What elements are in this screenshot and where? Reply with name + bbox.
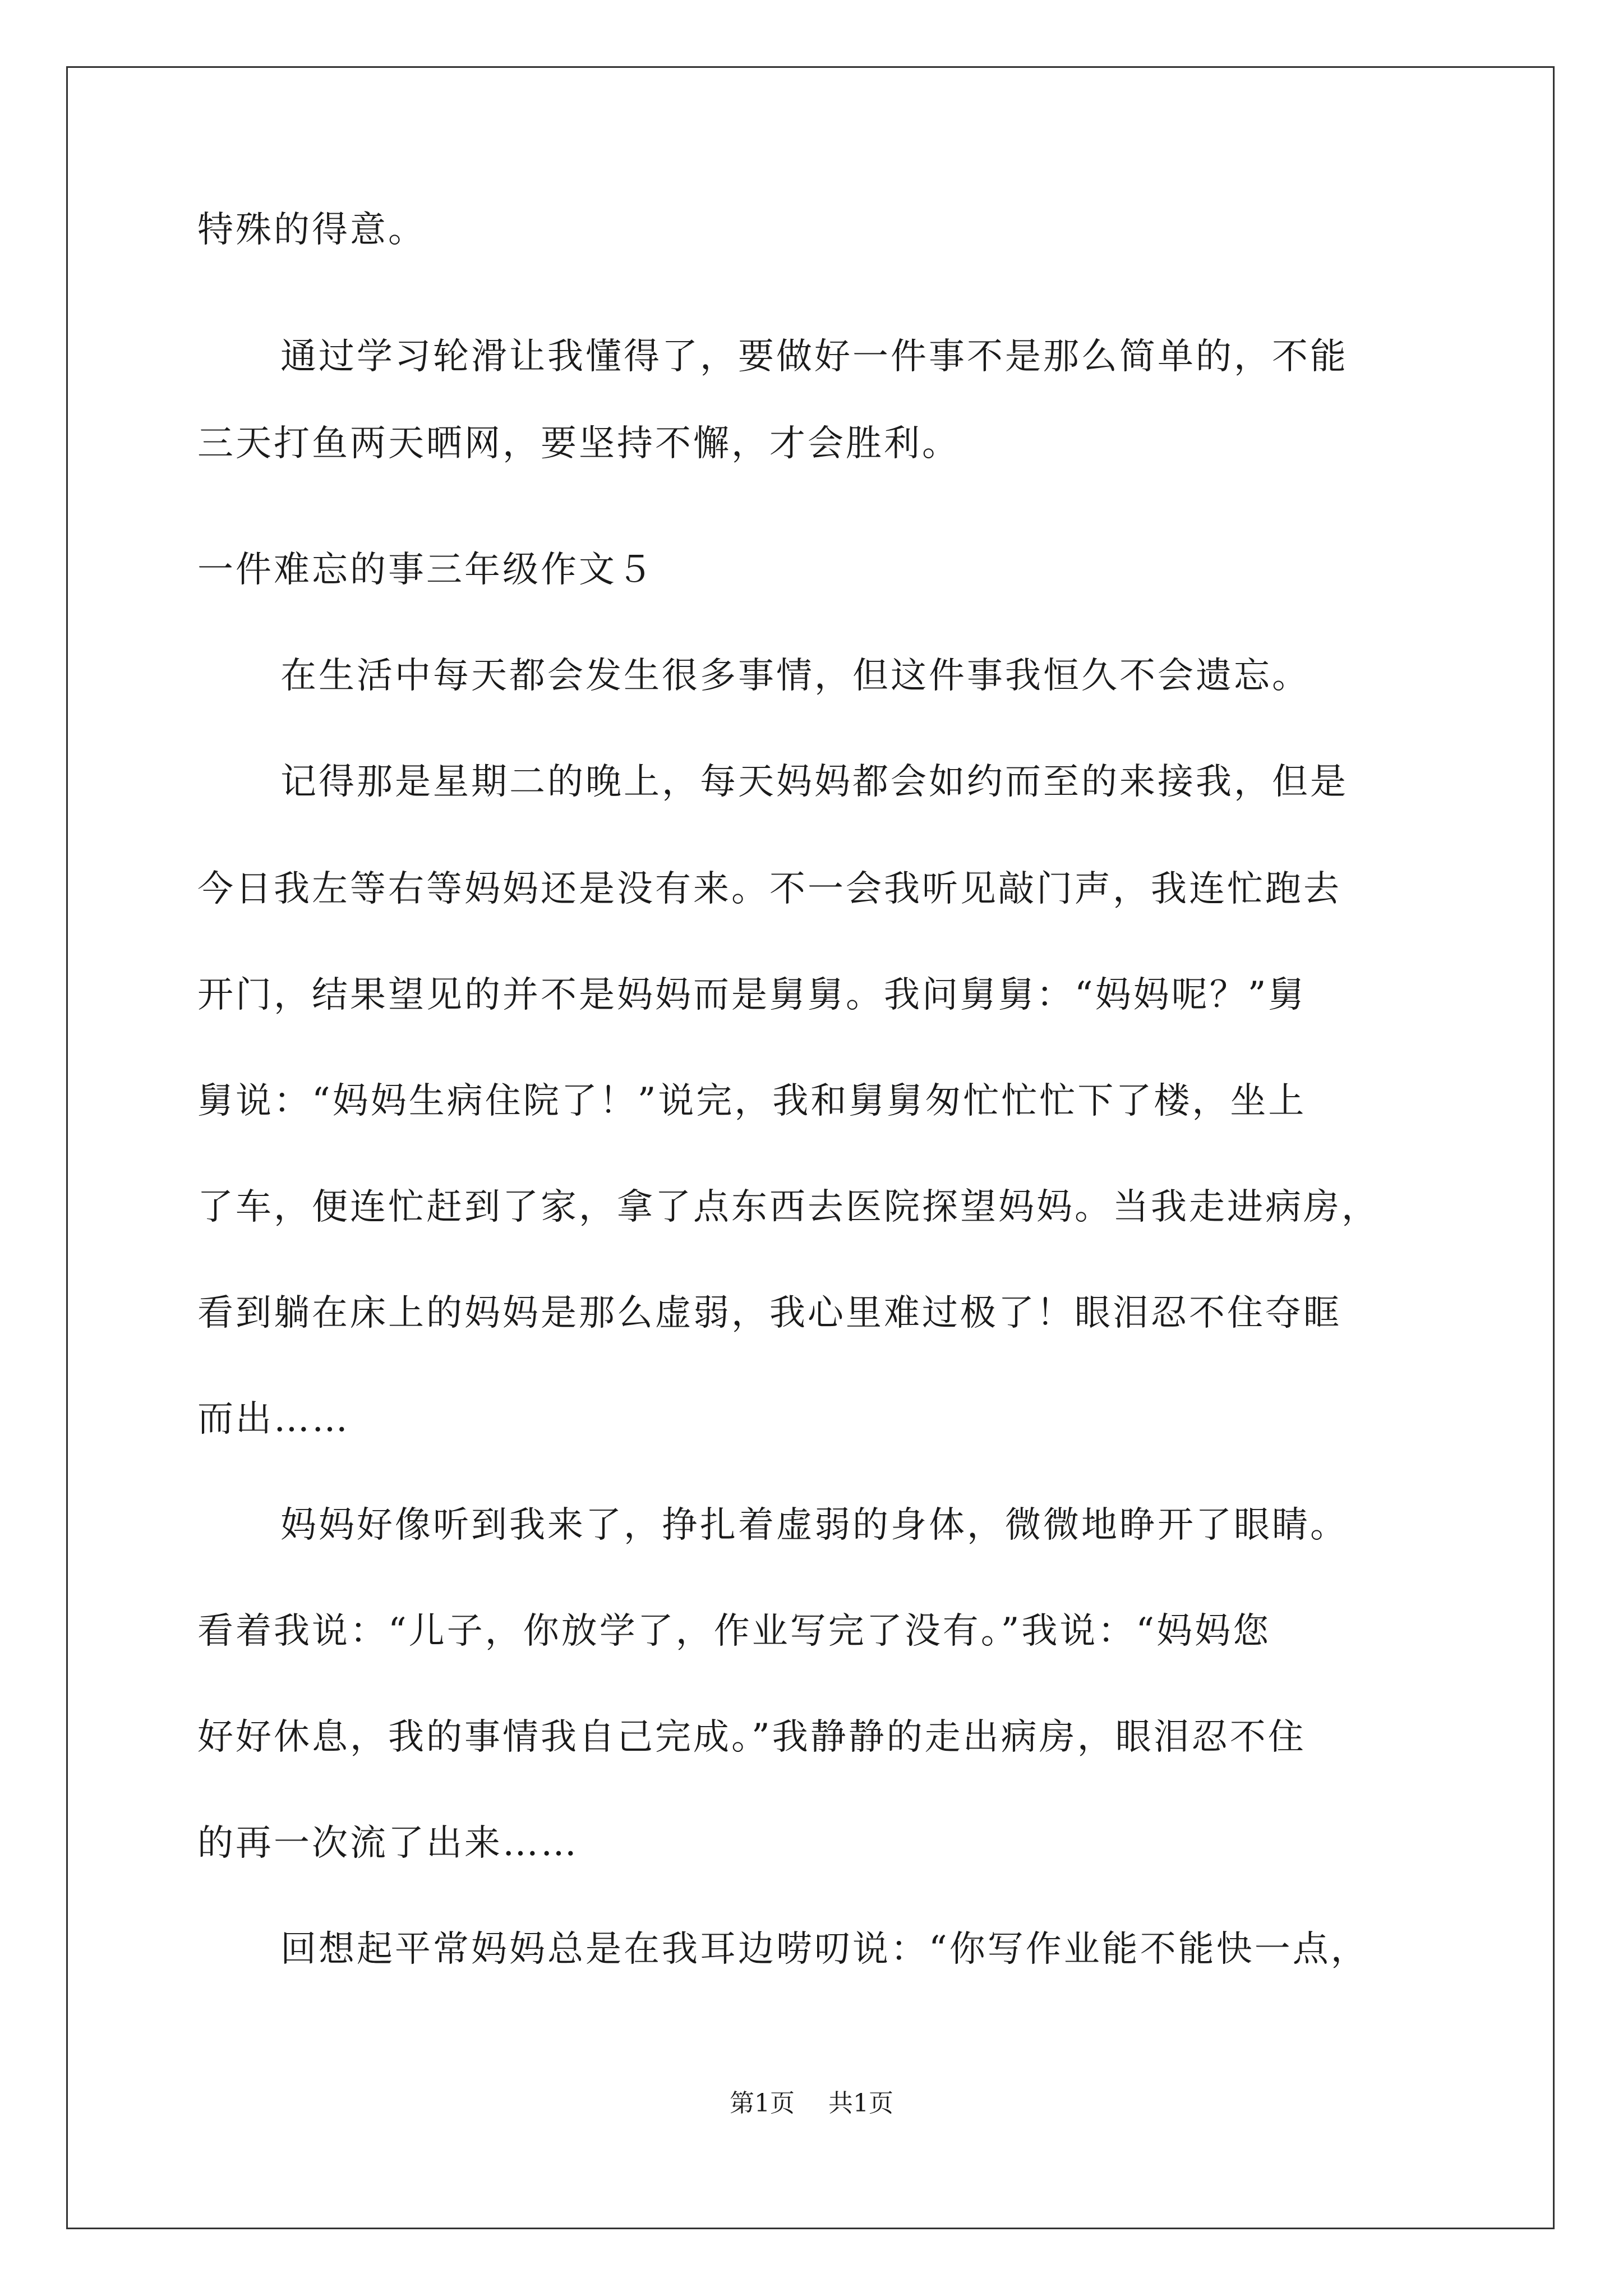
page-total: 共1页 xyxy=(828,2089,893,2118)
paragraph-first-line: 记得那是星期二的晚上，每天妈妈都会如约而至的来接我，但是 xyxy=(280,761,1348,803)
paragraph-first-line: 妈妈好像听到我来了，挣扎着虚弱的身体，微微地睁开了眼睛。 xyxy=(280,1504,1348,1546)
body-line: 而出…… xyxy=(197,1398,350,1440)
body-line: 舅说：“妈妈生病住院了！”说完，我和舅舅匆忙忙忙下了楼，坐上 xyxy=(197,1080,1307,1122)
body-line: 特殊的得意。 xyxy=(197,209,426,251)
page-number: 第1页 xyxy=(730,2089,795,2118)
page-footer xyxy=(0,2087,1623,2120)
body-line: 开门，结果望见的并不是妈妈而是舅舅。我问舅舅：“妈妈呢？”舅 xyxy=(197,974,1307,1016)
body-line: 三天打鱼两天晒网，要坚持不懈，才会胜利。 xyxy=(197,423,960,464)
paragraph-first-line: 在生活中每天都会发生很多事情，但这件事我恒久不会遗忘。 xyxy=(280,655,1310,697)
body-line: 看着我说：“儿子，你放学了，作业写完了没有。”我说：“妈妈您 xyxy=(197,1611,1271,1652)
paragraph-first-line: 通过学习轮滑让我懂得了，要做好一件事不是那么简单的，不能 xyxy=(280,336,1348,378)
section-heading: 一件难忘的事三年级作文５ xyxy=(197,549,655,591)
body-line: 的再一次流了出来…… xyxy=(197,1823,579,1864)
body-line: 好好休息，我的事情我自己完成。”我静静的走出病房，眼泪忍不住 xyxy=(197,1717,1306,1758)
body-line: 看到躺在床上的妈妈是那么虚弱，我心里难过极了！眼泪忍不住夺眶 xyxy=(197,1292,1341,1334)
page-border xyxy=(66,66,1555,2229)
body-line: 了车，便连忙赶到了家，拿了点东西去医院探望妈妈。当我走进病房， xyxy=(197,1186,1380,1228)
body-line: 今日我左等右等妈妈还是没有来。不一会我听见敲门声，我连忙跑去 xyxy=(197,868,1341,910)
paragraph-first-line: 回想起平常妈妈总是在我耳边唠叨说：“你写作业能不能快一点， xyxy=(280,1929,1369,1970)
